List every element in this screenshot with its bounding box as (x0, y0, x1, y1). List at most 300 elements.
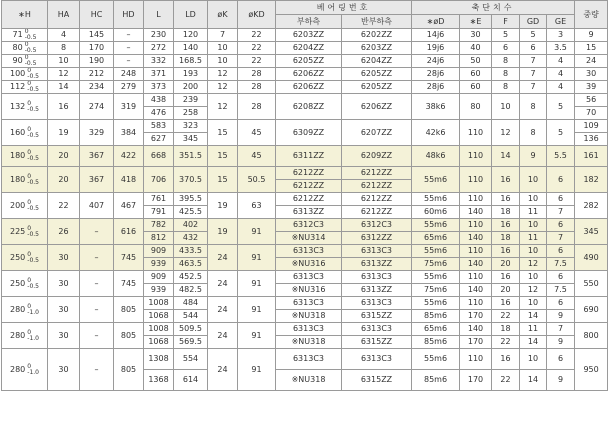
cell-bearing-anti: 6212ZZ (342, 206, 412, 219)
cell-ge: 6 (547, 219, 575, 232)
h-value: 225 (10, 226, 26, 236)
cell-ld: 484 (174, 297, 208, 310)
cell-hc: 329 (80, 120, 114, 146)
cell-f: 22 (492, 310, 520, 323)
table-row (2, 81, 608, 94)
tol-lower: -0.5 (27, 131, 39, 139)
cell-od: 42k6 (412, 120, 460, 146)
header-od: ∗øD (412, 15, 460, 29)
cell-weight: 690 (575, 297, 608, 323)
cell-ge: 6 (547, 271, 575, 284)
cell-gd: 8 (520, 120, 547, 146)
cell-od: 38k6 (412, 94, 460, 120)
cell-ld: 351.5 (174, 146, 208, 167)
cell-ha: 20 (48, 146, 80, 167)
cell-weight: 9 (575, 29, 608, 42)
cell-ld: 432 (174, 232, 208, 245)
cell-bearing-anti: 6205ZZ (342, 68, 412, 81)
header-ok: øK (208, 1, 238, 29)
cell-bearing-anti: 6315ZZ (342, 336, 412, 349)
cell-hd: 418 (114, 167, 144, 193)
cell-f: 16 (492, 193, 520, 206)
cell-bearing-anti: 6313C3 (342, 245, 412, 258)
header-okd: øKD (238, 1, 276, 29)
tol-lower: -0.5 (24, 47, 37, 54)
cell-bearing-load: 6208ZZ (276, 94, 342, 120)
cell-weight: 136 (575, 133, 608, 146)
h-tolerance (27, 200, 39, 212)
cell-h (2, 349, 48, 391)
table-row (2, 271, 608, 284)
cell-ha: 22 (48, 193, 80, 219)
tol-lower: -1.0 (27, 334, 39, 342)
cell-l: 909 (144, 271, 174, 284)
cell-ld: 554 (174, 349, 208, 370)
cell-ge: 5 (547, 120, 575, 146)
cell-ge: 7.5 (547, 284, 575, 297)
cell-ld: 425.5 (174, 206, 208, 219)
header-gd: GD (520, 15, 547, 29)
h-tolerance (27, 68, 39, 80)
cell-bearing-load: 6309ZZ (276, 120, 342, 146)
table-row (2, 68, 608, 81)
cell-bearing-anti: 6209ZZ (342, 146, 412, 167)
table-row (2, 219, 608, 232)
cell-od: 19j6 (412, 42, 460, 55)
cell-ge: 7 (547, 323, 575, 336)
cell-kd: 28 (238, 94, 276, 120)
cell-hd: 422 (114, 146, 144, 167)
cell-ld: 395.5 (174, 193, 208, 206)
tol-upper: 0 (27, 362, 32, 370)
table-row (2, 323, 608, 336)
h-value: 100 (10, 69, 26, 78)
cell-ge: 7.5 (547, 258, 575, 271)
cell-bearing-anti: 6203ZZ (342, 42, 412, 55)
cell-k: 15 (208, 146, 238, 167)
cell-h (2, 323, 48, 349)
cell-hc: 234 (80, 81, 114, 94)
cell-f: 20 (492, 258, 520, 271)
h-value: 250 (10, 252, 26, 262)
tol-lower: -0.5 (27, 230, 39, 238)
cell-ge: 5 (547, 94, 575, 120)
cell-weight: 550 (575, 271, 608, 297)
cell-bearing-anti: 6313C3 (342, 271, 412, 284)
cell-kd: 91 (238, 323, 276, 349)
cell-hd: – (114, 42, 144, 55)
cell-ge: 9 (547, 370, 575, 391)
header-shaft-group: 축단치수 (412, 1, 575, 15)
tol-upper: 0 (27, 250, 32, 258)
cell-l: 706 (144, 167, 174, 193)
cell-ld: 168.5 (174, 55, 208, 68)
cell-l: 332 (144, 55, 174, 68)
cell-l: 476 (144, 107, 174, 120)
cell-ld: 614 (174, 370, 208, 391)
cell-gd: 14 (520, 336, 547, 349)
cell-bearing-anti: 6312C3 (342, 219, 412, 232)
h-value: 180 (10, 174, 26, 184)
cell-l: 939 (144, 284, 174, 297)
cell-ld: 452.5 (174, 271, 208, 284)
h-tolerance (27, 127, 39, 139)
table-row (2, 245, 608, 258)
tol-upper: 0 (27, 80, 32, 87)
h-tolerance (25, 42, 37, 54)
cell-bearing-load: 6212ZZ (276, 180, 342, 193)
cell-bearing-load: 6313C3 (276, 323, 342, 336)
cell-hc: – (80, 297, 114, 323)
cell-e: 110 (460, 167, 492, 193)
cell-e: 110 (460, 193, 492, 206)
cell-gd: 10 (520, 297, 547, 310)
cell-f: 18 (492, 232, 520, 245)
cell-hc: – (80, 349, 114, 391)
cell-kd: 91 (238, 271, 276, 297)
cell-kd: 22 (238, 42, 276, 55)
cell-ha: 20 (48, 167, 80, 193)
cell-ha: 30 (48, 323, 80, 349)
cell-hc: – (80, 219, 114, 245)
cell-gd: 10 (520, 271, 547, 284)
cell-l: 1368 (144, 370, 174, 391)
cell-bearing-load: 6313C3 (276, 349, 342, 370)
cell-ld: 509.5 (174, 323, 208, 336)
cell-hd: – (114, 55, 144, 68)
tol-lower: -0.5 (27, 105, 39, 113)
cell-f: 16 (492, 167, 520, 193)
cell-ld: 258 (174, 107, 208, 120)
cell-e: 40 (460, 42, 492, 55)
table-row (2, 193, 608, 206)
cell-bearing-load: ※NU316 (276, 258, 342, 271)
cell-ld: 370.5 (174, 167, 208, 193)
cell-kd: 22 (238, 55, 276, 68)
cell-hd: 279 (114, 81, 144, 94)
cell-kd: 22 (238, 29, 276, 42)
cell-gd: 14 (520, 370, 547, 391)
cell-gd: 14 (520, 310, 547, 323)
cell-e: 140 (460, 232, 492, 245)
h-value: 160 (10, 127, 26, 137)
cell-ha: 14 (48, 81, 80, 94)
cell-l: 371 (144, 68, 174, 81)
cell-k: 24 (208, 271, 238, 297)
cell-hd: 616 (114, 219, 144, 245)
cell-kd: 91 (238, 349, 276, 391)
cell-hd: 467 (114, 193, 144, 219)
cell-l: 791 (144, 206, 174, 219)
cell-hc: – (80, 323, 114, 349)
cell-gd: 10 (520, 219, 547, 232)
cell-h (2, 219, 48, 245)
cell-e: 80 (460, 94, 492, 120)
cell-f: 16 (492, 297, 520, 310)
cell-od: 14j6 (412, 29, 460, 42)
h-tolerance (27, 81, 39, 93)
cell-bearing-anti: 6206ZZ (342, 94, 412, 120)
h-tolerance (27, 174, 39, 186)
cell-hd: 745 (114, 271, 144, 297)
cell-ge: 5.5 (547, 146, 575, 167)
cell-bearing-anti: 6313C3 (342, 349, 412, 370)
cell-k: 19 (208, 193, 238, 219)
cell-l: 1308 (144, 349, 174, 370)
cell-kd: 91 (238, 245, 276, 271)
cell-ld: 569.5 (174, 336, 208, 349)
header-hd: HD (114, 1, 144, 29)
cell-ld: 323 (174, 120, 208, 133)
h-tolerance (27, 330, 39, 342)
cell-hc: 367 (80, 167, 114, 193)
table-row (2, 297, 608, 310)
cell-gd: 10 (520, 167, 547, 193)
cell-kd: 63 (238, 193, 276, 219)
cell-kd: 45 (238, 120, 276, 146)
cell-gd: 11 (520, 206, 547, 219)
tol-upper: 0 (27, 276, 32, 284)
tol-upper: 0 (27, 172, 32, 180)
h-value: 112 (10, 82, 26, 91)
cell-f: 5 (492, 29, 520, 42)
cell-e: 170 (460, 370, 492, 391)
cell-od: 55m6 (412, 245, 460, 258)
header-bearing-load: 부하측 (276, 15, 342, 29)
cell-gd: 10 (520, 349, 547, 370)
table-row (2, 29, 608, 42)
cell-hc: 170 (80, 42, 114, 55)
cell-h (2, 94, 48, 120)
cell-bearing-anti: 6313C3 (342, 297, 412, 310)
cell-e: 110 (460, 349, 492, 370)
cell-f: 18 (492, 206, 520, 219)
tol-upper: 0 (27, 125, 32, 133)
cell-f: 14 (492, 146, 520, 167)
header-bearing-group: 베어링번호 (276, 1, 412, 15)
cell-weight: 24 (575, 55, 608, 68)
cell-kd: 50.5 (238, 167, 276, 193)
h-value: 90 (12, 56, 23, 65)
cell-e: 60 (460, 81, 492, 94)
cell-bearing-anti: 6315ZZ (342, 370, 412, 391)
cell-bearing-load: 6204ZZ (276, 42, 342, 55)
cell-bearing-anti: 6212ZZ (342, 193, 412, 206)
cell-od: 48k6 (412, 146, 460, 167)
cell-f: 6 (492, 42, 520, 55)
cell-f: 12 (492, 120, 520, 146)
cell-f: 20 (492, 284, 520, 297)
dimension-table (1, 0, 608, 391)
cell-k: 19 (208, 219, 238, 245)
cell-h (2, 81, 48, 94)
cell-kd: 45 (238, 146, 276, 167)
table-row (2, 120, 608, 133)
h-tolerance (27, 304, 39, 316)
h-tolerance (27, 226, 39, 238)
cell-l: 272 (144, 42, 174, 55)
cell-ld: 402 (174, 219, 208, 232)
cell-weight: 950 (575, 349, 608, 391)
header-h: ∗H (2, 1, 48, 29)
cell-k: 24 (208, 349, 238, 391)
cell-bearing-load: 6312C3 (276, 219, 342, 232)
cell-od: 60m6 (412, 206, 460, 219)
cell-od: 55m6 (412, 167, 460, 193)
cell-weight: 109 (575, 120, 608, 133)
cell-k: 10 (208, 55, 238, 68)
cell-h (2, 29, 48, 42)
cell-od: 55m6 (412, 193, 460, 206)
cell-hd: 745 (114, 245, 144, 271)
cell-weight: 182 (575, 167, 608, 193)
h-tolerance (27, 364, 39, 376)
cell-bearing-anti: 6207ZZ (342, 120, 412, 146)
cell-ha: 8 (48, 42, 80, 55)
cell-h (2, 167, 48, 193)
cell-od: 85m6 (412, 310, 460, 323)
cell-hd: 805 (114, 349, 144, 391)
cell-ha: 10 (48, 55, 80, 68)
cell-ge: 6 (547, 297, 575, 310)
table-row (2, 349, 608, 370)
h-value: 71 (12, 30, 23, 39)
cell-e: 50 (460, 55, 492, 68)
cell-ge: 6 (547, 245, 575, 258)
cell-bearing-anti: 6212ZZ (342, 167, 412, 180)
cell-hd: 319 (114, 94, 144, 120)
cell-bearing-anti: 6313ZZ (342, 284, 412, 297)
cell-e: 170 (460, 336, 492, 349)
cell-ge: 4 (547, 81, 575, 94)
cell-bearing-load: 6313ZZ (276, 206, 342, 219)
cell-f: 8 (492, 55, 520, 68)
tol-upper: 0 (27, 99, 32, 107)
header-e: ∗E (460, 15, 492, 29)
tol-upper: 0 (27, 302, 32, 310)
cell-h (2, 55, 48, 68)
cell-hc: – (80, 271, 114, 297)
cell-l: 373 (144, 81, 174, 94)
cell-gd: 5 (520, 29, 547, 42)
cell-f: 16 (492, 245, 520, 258)
cell-weight: 161 (575, 146, 608, 167)
cell-weight: 30 (575, 68, 608, 81)
tol-upper: 0 (24, 28, 29, 35)
cell-ge: 3.5 (547, 42, 575, 55)
cell-weight: 39 (575, 81, 608, 94)
tol-lower: -0.5 (27, 256, 39, 264)
cell-ge: 7 (547, 232, 575, 245)
h-value: 280 (10, 364, 26, 374)
cell-kd: 28 (238, 68, 276, 81)
cell-weight: 490 (575, 245, 608, 271)
tol-lower: -0.5 (27, 178, 39, 186)
cell-l: 438 (144, 94, 174, 107)
cell-k: 24 (208, 323, 238, 349)
tol-lower: -0.5 (24, 34, 37, 41)
cell-k: 24 (208, 297, 238, 323)
cell-od: 65m6 (412, 323, 460, 336)
cell-k: 15 (208, 120, 238, 146)
cell-f: 8 (492, 81, 520, 94)
cell-e: 30 (460, 29, 492, 42)
tol-lower: -1.0 (27, 308, 39, 316)
cell-bearing-load: 6206ZZ (276, 81, 342, 94)
cell-ha: 12 (48, 68, 80, 81)
header-l: L (144, 1, 174, 29)
h-value: 80 (12, 43, 23, 52)
cell-hc: 274 (80, 94, 114, 120)
cell-ge: 4 (547, 68, 575, 81)
cell-od: 55m6 (412, 349, 460, 370)
cell-bearing-load: 6311ZZ (276, 146, 342, 167)
cell-bearing-anti: 6315ZZ (342, 310, 412, 323)
cell-od: 65m6 (412, 232, 460, 245)
cell-bearing-load: 6203ZZ (276, 29, 342, 42)
cell-gd: 8 (520, 94, 547, 120)
cell-weight: 800 (575, 323, 608, 349)
h-tolerance (25, 29, 37, 41)
cell-bearing-load: ※NU316 (276, 284, 342, 297)
cell-weight: 70 (575, 107, 608, 120)
cell-f: 16 (492, 219, 520, 232)
h-tolerance (27, 278, 39, 290)
cell-hd: 384 (114, 120, 144, 146)
cell-ld: 544 (174, 310, 208, 323)
cell-h (2, 42, 48, 55)
h-tolerance (27, 101, 39, 113)
cell-bearing-anti: 6312ZZ (342, 232, 412, 245)
header-ld: LD (174, 1, 208, 29)
tol-upper: 0 (27, 224, 32, 232)
cell-e: 110 (460, 297, 492, 310)
cell-hd: 248 (114, 68, 144, 81)
table-row (2, 146, 608, 167)
cell-ha: 19 (48, 120, 80, 146)
cell-ge: 4 (547, 55, 575, 68)
cell-od: 85m6 (412, 370, 460, 391)
cell-e: 140 (460, 206, 492, 219)
cell-od: 85m6 (412, 336, 460, 349)
tol-upper: 0 (24, 41, 29, 48)
cell-bearing-anti: 6202ZZ (342, 29, 412, 42)
cell-f: 8 (492, 68, 520, 81)
cell-e: 60 (460, 68, 492, 81)
table-row (2, 55, 608, 68)
cell-bearing-anti: 6313C3 (342, 323, 412, 336)
cell-bearing-load: 6313C3 (276, 271, 342, 284)
h-value: 200 (10, 200, 26, 210)
cell-od: 75m6 (412, 258, 460, 271)
cell-hc: 212 (80, 68, 114, 81)
cell-kd: 91 (238, 297, 276, 323)
cell-gd: 9 (520, 146, 547, 167)
cell-weight: 15 (575, 42, 608, 55)
cell-weight: 282 (575, 193, 608, 219)
cell-l: 761 (144, 193, 174, 206)
cell-f: 22 (492, 370, 520, 391)
cell-ha: 30 (48, 349, 80, 391)
cell-gd: 10 (520, 245, 547, 258)
cell-k: 7 (208, 29, 238, 42)
cell-ha: 26 (48, 219, 80, 245)
cell-f: 18 (492, 323, 520, 336)
tol-lower: -0.5 (27, 155, 39, 162)
cell-hc: 407 (80, 193, 114, 219)
cell-l: 812 (144, 232, 174, 245)
cell-bearing-anti: 6313ZZ (342, 258, 412, 271)
